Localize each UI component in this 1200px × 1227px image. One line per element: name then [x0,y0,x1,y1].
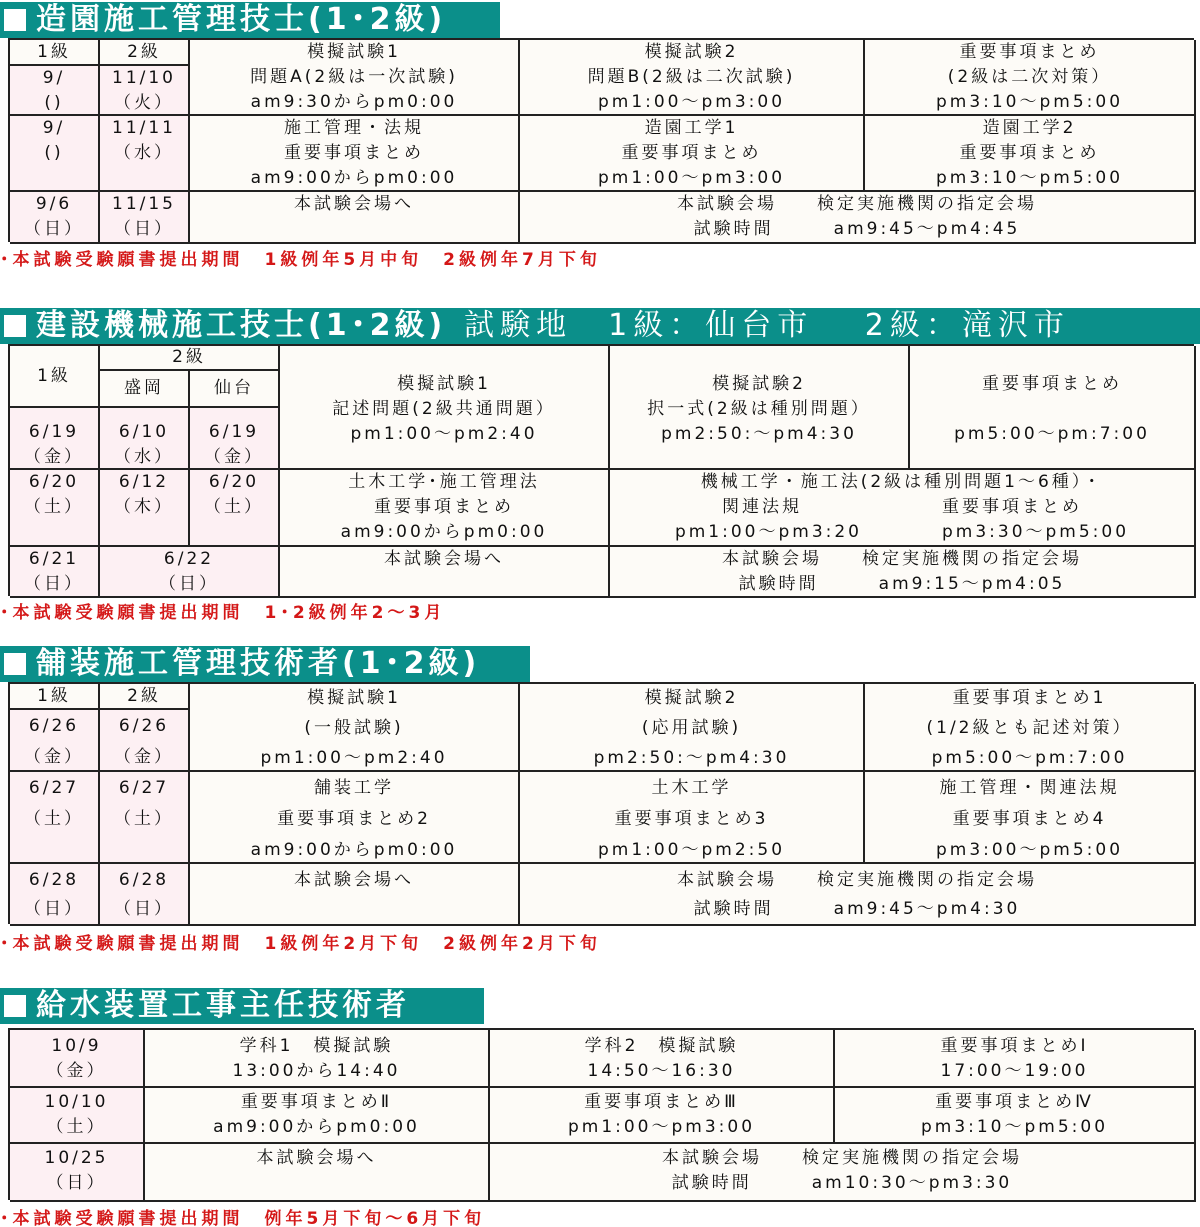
section-title-bar [0,646,530,682]
session-cell: 模擬試験2 択一式(2級は種別問題） pm2:50:～pm4:30 [610,346,910,470]
header-sendai: 仙台 [190,371,280,408]
session-cell: 重要事項まとめⅢ pm1:00～pm3:00 [490,1088,835,1144]
date-cell: 9/6 （日） [10,192,100,244]
header-morioka: 盛岡 [100,371,190,408]
session-cell: 模擬試験2 (応用試験) pm2:50:～pm4:30 [520,684,865,772]
section-title-bar [0,988,484,1024]
section-subtitle: 試験地 1級：仙台市 2級：滝沢市 [464,308,1070,343]
date-cell: 11/15 （日） [100,192,190,244]
section-title: 造園施工管理技士(1･2級) [36,2,447,37]
session-cell: 重要事項まとめⅠ 17:00～19:00 [835,1030,1196,1088]
date-cell: 11/10 （火） [100,66,190,116]
section-title-bar [0,2,500,38]
exam-info-cell: 本試験会場 検定実施機関の指定会場 試験時間 am9:45～pm4:30 [520,864,1196,926]
section-title-bar [0,308,1200,344]
section-water-supply [0,986,1200,1227]
session-cell: 学科1 模擬試験 13:00から14:40 [145,1030,490,1088]
date-cell: 6/20 （土） [10,470,100,547]
schedule-table [8,1028,1194,1200]
date-cell: 6/19 （金） [10,408,100,470]
square-bullet-icon [4,653,26,675]
session-cell: 重要事項まとめ1 (1/2級とも記述対策） pm5:00～pm:7:00 [865,684,1196,772]
session-cell: 施工管理・関連法規 重要事項まとめ4 pm3:00～pm5:00 [865,772,1196,864]
header-2kyu: 2級 [100,40,190,66]
date-cell: 6/28 （日） [10,864,100,926]
header-1kyu: 1級 [10,684,100,710]
section-construction-machinery [0,306,1200,626]
square-bullet-icon [4,9,26,31]
section-landscape [0,0,1200,270]
session-cell: 土木工学･施工管理法 重要事項まとめ am9:00からpm0:00 [280,470,610,547]
header-1kyu: 1級 [10,346,100,408]
date-cell: 6/27 （土） [100,772,190,864]
date-cell: 10/25 （日） [10,1144,145,1202]
session-cell: 機械工学・施工法(2級は種別問題1～6種）・ 関連法規 重要事項まとめ pm1:00～pm3:20 pm3:30～pm5:00 [610,470,1196,547]
session-cell: 重要事項まとめ (2級は二次対策） pm3:10～pm5:00 [865,40,1196,116]
date-cell: 9/ () [10,66,100,116]
exam-info-cell: 本試験会場 検定実施機関の指定会場 試験時間 am9:45～pm4:45 [520,192,1196,244]
exam-info-cell: 本試験会場 検定実施機関の指定会場 試験時間 am9:15～pm4:05 [610,547,1196,598]
section-title: 建設機械施工技士(1･2級) [36,308,447,343]
section-paving [0,644,1200,954]
session-cell: 模擬試験1 問題A(2級は一次試験) am9:30からpm0:00 [190,40,520,116]
date-cell: 11/11 （水） [100,116,190,192]
session-cell: 学科2 模擬試験 14:50～16:30 [490,1030,835,1088]
date-cell: 6/28 （日） [100,864,190,926]
date-cell: 10/9 （金） [10,1030,145,1088]
exam-venue-cell: 本試験会場へ [145,1144,490,1202]
date-cell: 6/19 （金） [190,408,280,470]
date-cell: 9/ () [10,116,100,192]
date-cell: 6/27 （土） [10,772,100,864]
session-cell: 重要事項まとめⅡ am9:00からpm0:00 [145,1088,490,1144]
date-cell: 6/22 （日） [100,547,280,598]
date-cell: 10/10 （土） [10,1088,145,1144]
section-title: 給水装置工事主任技術者 [36,988,410,1023]
header-1kyu: 1級 [10,40,100,66]
session-cell: 舗装工学 重要事項まとめ2 am9:00からpm0:00 [190,772,520,864]
schedule-table [8,38,1194,242]
square-bullet-icon [4,315,26,337]
exam-venue-cell: 本試験会場へ [190,864,520,926]
date-cell: 6/26 （金） [10,710,100,772]
date-cell: 6/21 （日） [10,547,100,598]
schedule-table [8,682,1194,924]
session-cell: 重要事項まとめ pm5:00～pm:7:00 [910,346,1196,470]
session-cell: 模擬試験2 問題B(2級は二次試験) pm1:00～pm3:00 [520,40,865,116]
application-period-note: ･本試験受験願書提出期間 1級例年5月中旬 2級例年7月下旬 [0,250,601,270]
header-2kyu: 2級 [100,346,280,371]
application-period-note: ･本試験受験願書提出期間 例年5月下旬～6月下旬 [0,1209,486,1227]
date-cell: 6/12 （木） [100,470,190,547]
application-period-note: ･本試験受験願書提出期間 1･2級例年2～3月 [0,603,446,623]
date-cell: 6/10 （水） [100,408,190,470]
square-bullet-icon [4,995,26,1017]
exam-venue-cell: 本試験会場へ [190,192,520,244]
session-cell: 模擬試験1 (一般試験) pm1:00～pm2:40 [190,684,520,772]
header-2kyu: 2級 [100,684,190,710]
session-cell: 土木工学 重要事項まとめ3 pm1:00～pm2:50 [520,772,865,864]
exam-info-cell: 本試験会場 検定実施機関の指定会場 試験時間 am10:30～pm3:30 [490,1144,1196,1202]
exam-venue-cell: 本試験会場へ [280,547,610,598]
session-cell: 重要事項まとめⅣ pm3:10～pm5:00 [835,1088,1196,1144]
application-period-note: ･本試験受験願書提出期間 1級例年2月下旬 2級例年2月下旬 [0,934,601,954]
date-cell: 6/26 （金） [100,710,190,772]
date-cell: 6/20 （土） [190,470,280,547]
schedule-table [8,344,1194,596]
session-cell: 造園工学1 重要事項まとめ pm1:00～pm3:00 [520,116,865,192]
session-cell: 模擬試験1 記述問題(2級共通問題） pm1:00～pm2:40 [280,346,610,470]
section-title: 舗装施工管理技術者(1･2級) [36,646,481,681]
session-cell: 造園工学2 重要事項まとめ pm3:10～pm5:00 [865,116,1196,192]
session-cell: 施工管理・法規 重要事項まとめ am9:00からpm0:00 [190,116,520,192]
